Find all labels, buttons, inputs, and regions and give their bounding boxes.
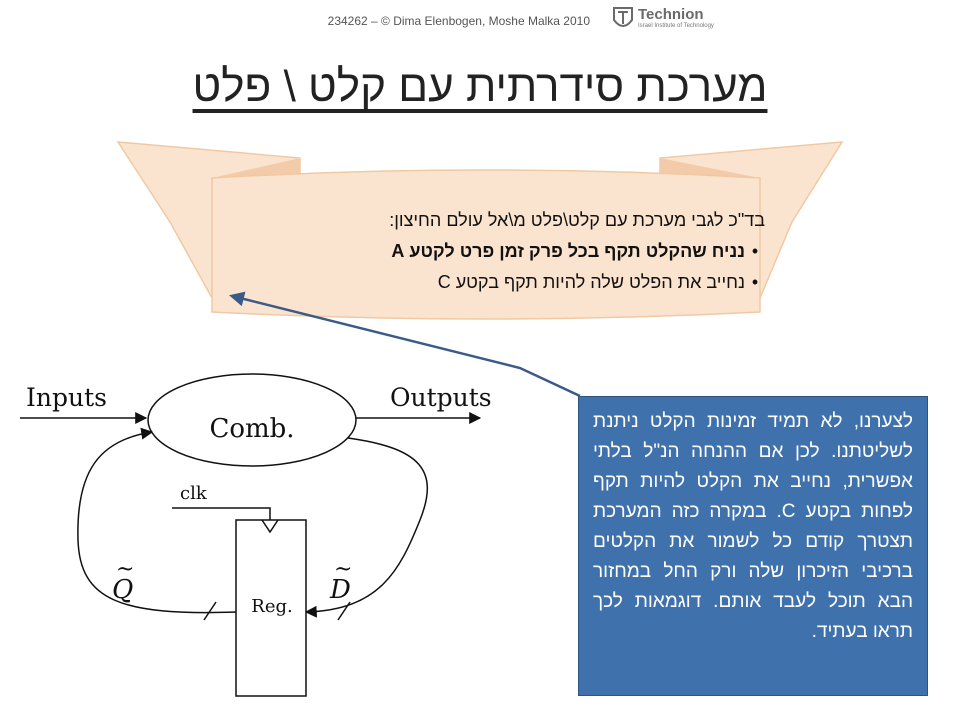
inputs-label: Inputs	[26, 383, 107, 412]
logo-subtitle: Israel Institute of Technology	[638, 23, 714, 29]
q-label: Q	[112, 575, 134, 605]
feedback-to-register-path	[306, 438, 427, 612]
bullet-marker: •	[751, 241, 759, 261]
banner-bullet-1: •נניח שהקלט תקף בכל פרק זמן פרט לקטע A	[225, 236, 765, 267]
logo-name: Technion	[638, 6, 704, 23]
feedback-to-comb-path	[78, 432, 236, 613]
outputs-label: Outputs	[390, 383, 492, 412]
banner-intro: בד"כ לגבי מערכת עם קלט\פלט מ\אל עולם החיצון:	[389, 210, 765, 230]
q-tilde-mark: ~	[116, 557, 135, 582]
callout-note: לצערנו, לא תמיד זמינות הקלט ניתנת לשליטתנו. לכן אם ההנחה הנ"ל בלתי אפשרית, נחייב את הקלט להיות תקף לפחות בקטע C. במקרה כזה המערכת תצטרך קודם כל לשמור את הקלטים ברכיבי הזיכרון שלה ורק החל במחזור הבא תוכל לעבד אותם. דוגמאות לכך תראו בעתיד.	[578, 396, 928, 696]
callout-pointer	[232, 296, 580, 396]
comb-label: Comb.	[209, 414, 295, 444]
clk-label: clk	[180, 483, 207, 504]
clk-line	[172, 508, 270, 520]
d-label: D	[330, 575, 351, 605]
banner-bullet-2: •נחייב את הפלט שלה להיות תקף בקטע C	[225, 267, 765, 298]
page-title: מערכת סידרתית עם קלט \ פלט	[192, 62, 768, 111]
copyright-credit: 234262 – © Dima Elenbogen, Moshe Malka 2010	[327, 14, 590, 28]
bullet-marker: •	[751, 272, 759, 292]
d-tilde-mark: ~	[334, 557, 353, 582]
q-bus-slash	[204, 602, 216, 620]
register-label: Reg.	[251, 596, 293, 617]
